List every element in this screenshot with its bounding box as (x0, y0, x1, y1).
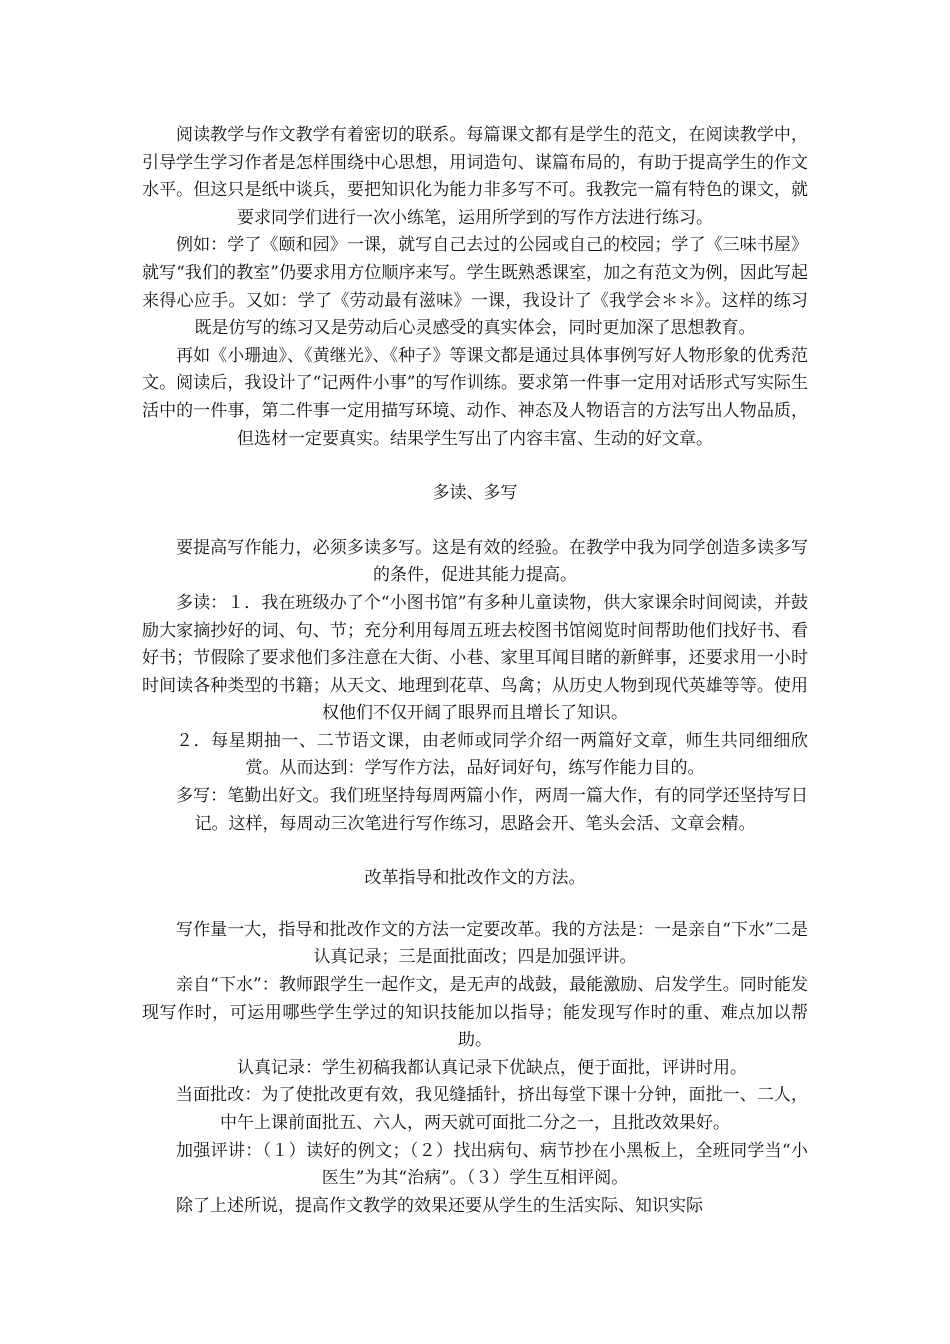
paragraph-write-more: 多写：笔勤出好文。我们班坚持每周两篇小作，两周一篇大作，有的同学还坚持写日记。这样，每周动三次笔进行写作练习，思路会开、笔头会活、文章会精。 (176, 786, 808, 834)
paragraph-face-to-face-marking: 当面批改：为了使批改更有效，我见缝插针，挤出每堂下课十分钟，面批一、二人，中午上课前面批五、六人，两天就可面批二分之一，且批改效果好。 (176, 1085, 808, 1133)
section-gap (142, 893, 808, 917)
paragraph-reading-writing-link: 阅读教学与作文教学有着密切的联系。每篇课文都有是学生的范文，在阅读教学中，引导学生学习作者是怎样围绕中心思想，用词造句、谋篇布局的，有助于提高学生的作文水平。但这只是纸中谈兵，要把知识化为能力非多写不可。我教完一篇有特色的课文，就要求同学们进行一次小练笔，运用所学到的写作方法进行练习。 (142, 125, 808, 228)
paragraph-strengthen-review: 加强评讲：（１）读好的例文；（２）找出病句、病节抄在小黑板上，全班同学当“小医生”为其“治病”。（３）学生互相评阅。 (176, 1140, 808, 1189)
paragraph-weekly-appreciation: ２．每星期抽一、二节语文课，由老师或同学介绍一两篇好文章，师生共同细细欣赏。从而达到：学写作方法，品好词好句，练写作能力目的。 (176, 730, 808, 779)
paragraph-read-more: 多读：１．我在班级办了个“小图书馆”有多种儿童读物，供大家课余时间阅读，并鼓励大家摘抄好的词、句、节；充分利用每周五班去校图书馆阅览时间帮助他们找好书、看好书；节假除了要求他们多注意在大街、小巷、家里耳闻目睹的新鲜事，还要求用一小时时间读各种类型的书籍；从天文、地理到花草、鸟禽；从历史人物到现代英雄等等。使用权他们不仅开阔了眼界而且增长了知识。 (142, 592, 808, 724)
section-gap (142, 453, 808, 480)
section-heading-read-write-more: 多读、多写 (432, 483, 518, 504)
section-heading-reform-methods: 改革指导和批改作文的方法。 (364, 868, 586, 889)
document-page (142, 122, 808, 1220)
paragraph-reform-overview: 写作量一大，指导和批改作文的方法一定要改革。我的方法是：一是亲自“下水”二是认真记录；三是面批面改；四是加强评讲。 (176, 919, 808, 968)
paragraph-example-yiheyuan: 例如：学了《颐和园》一课，就写自己去过的公园或自己的校园；学了《三味书屋》就写“我们的教室”仍要求用方位顺序来写。学生既熟悉课室，加之有范文为例，因此写起来得心应手。又如：学了《劳动最有滋味》一课，我设计了《我学会＊＊》。这样的练习既是仿写的练习又是劳动后心灵感受的真实体会，同时更加深了思想教育。 (142, 235, 808, 339)
section-gap (142, 838, 808, 865)
paragraph-careful-records: 认真记录：学生初稿我都认真记录下优缺点，便于面批，评讲时用。 (237, 1057, 747, 1078)
paragraph-improve-ability: 要提高写作能力，必须多读多写。这是有效的经验。在教学中我为同学创造多读多写的条件，促进其能力提高。 (176, 537, 808, 586)
paragraph-example-xiaoshandi: 再如《小珊迪》、《黄继光》、《种子》等课文都是通过具体事例写好人物形象的优秀范文。阅读后，我设计了“记两件小事”的写作训练。要求第一件事一定用对话形式写实际生活中的一件事，第二件事一定用描写环境、动作、神态及人物语言的方法写出人物品质，但选材一定要真实。结果学生写出了内容丰富、生动的好文章。 (142, 345, 808, 449)
section-gap (142, 508, 808, 535)
paragraph-teacher-writes: 亲自“下水”：教师跟学生一起作文，是无声的战鼓，最能激励、启发学生。同时能发现写作时，可运用哪些学生学过的知识技能加以指导；能发现写作时的重、难点加以帮助。 (142, 975, 808, 1051)
paragraph-conclusion: 除了上述所说，提高作文教学的效果还要从学生的生活实际、知识实际 (176, 1195, 703, 1216)
